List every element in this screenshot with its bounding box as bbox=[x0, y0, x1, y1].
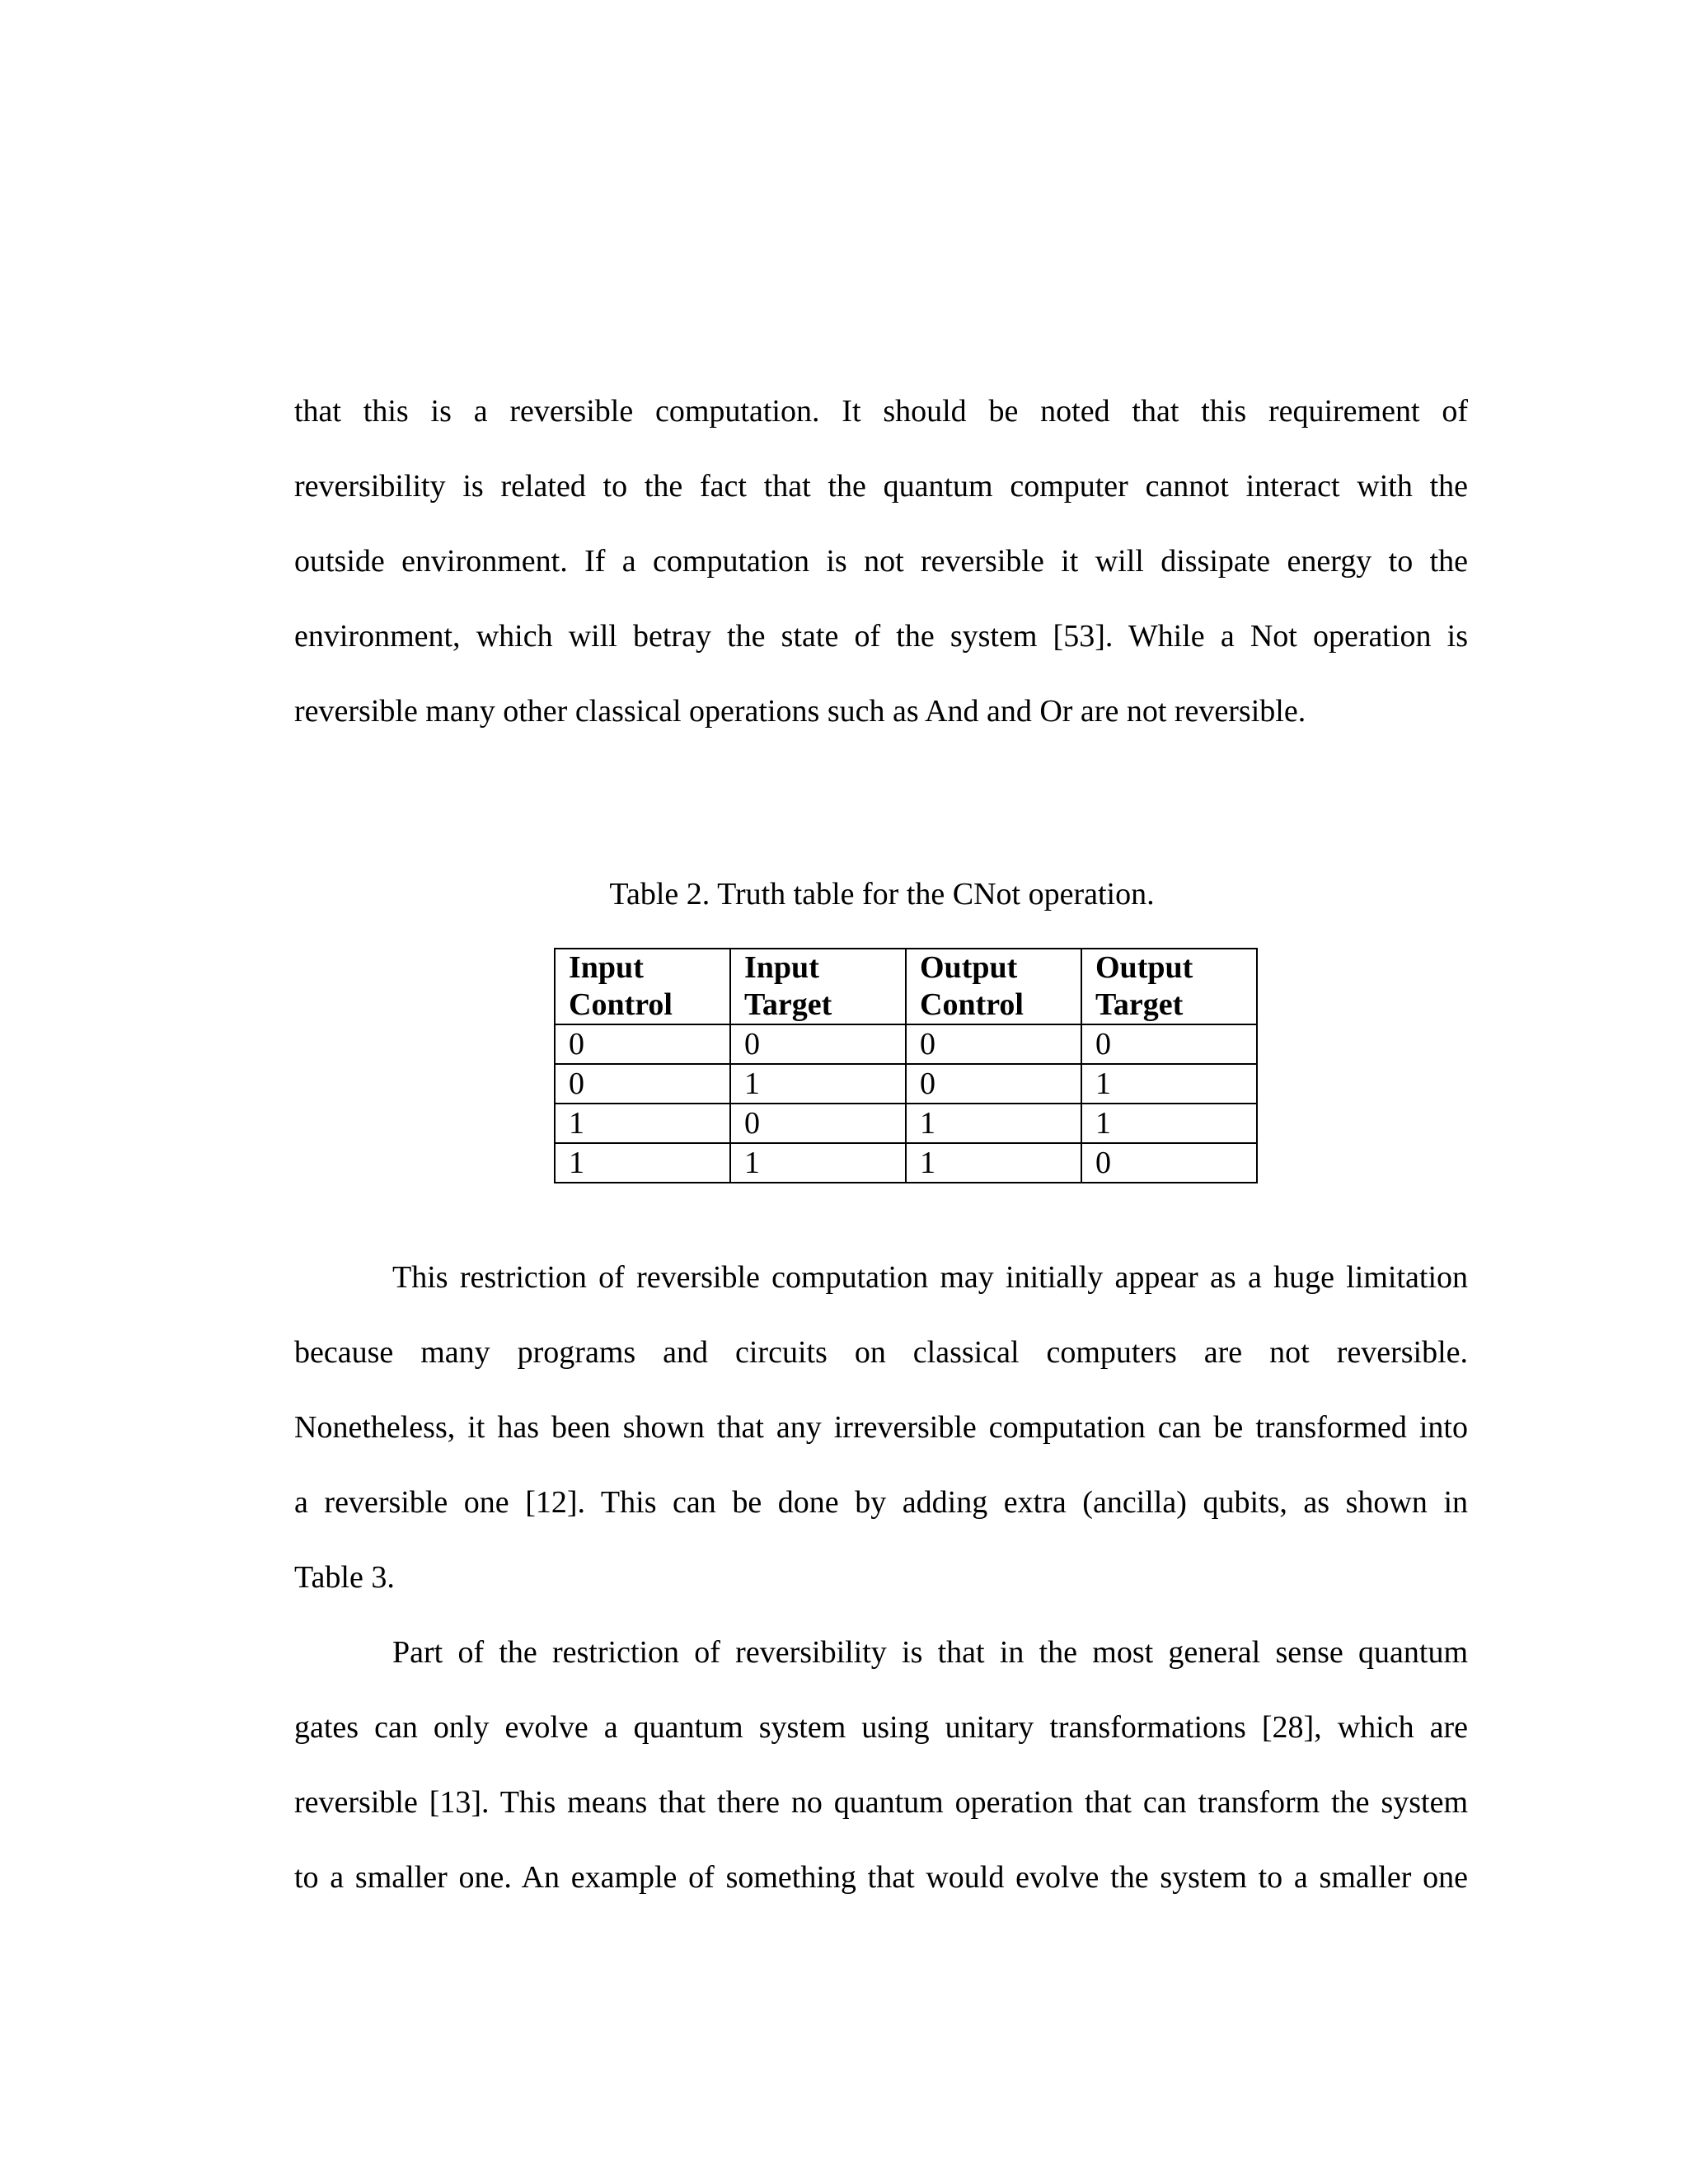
header-line: Target bbox=[744, 987, 832, 1022]
text-line: reversibility is related to the fact that the quantum computer cannot interact with the bbox=[294, 469, 1468, 504]
text-line: Part of the restriction of reversibility is that in the most general sense quantum bbox=[392, 1635, 1468, 1670]
table-row bbox=[555, 1064, 1257, 1104]
truth-table bbox=[554, 948, 1258, 1183]
table-caption: Table 2. Truth table for the CNot operation. bbox=[609, 877, 1155, 912]
text-line: reversible [13]. This means that there no quantum operation that can transform the system bbox=[294, 1785, 1468, 1820]
text-line: outside environment. If a computation is not reversible it will dissipate energy to the bbox=[294, 544, 1468, 579]
table-cell: 1 bbox=[906, 1143, 1081, 1183]
table-row bbox=[555, 1104, 1257, 1143]
table-cell: 1 bbox=[730, 1064, 906, 1104]
table-cell: 0 bbox=[730, 1104, 906, 1143]
header-line: Control bbox=[920, 987, 1024, 1022]
text-line: environment, which will betray the state of the system [53]. While a Not operation is bbox=[294, 619, 1468, 654]
table-cell: 0 bbox=[555, 1064, 730, 1104]
table-row bbox=[555, 1024, 1257, 1064]
text-line: that this is a reversible computation. It should be noted that this requirement of bbox=[294, 394, 1468, 429]
table-cell: 0 bbox=[906, 1024, 1081, 1064]
header-input-control bbox=[555, 949, 730, 1024]
table-header-row bbox=[555, 949, 1257, 1024]
text-line: Nonetheless, it has been shown that any irreversible computation can be transformed into bbox=[294, 1410, 1468, 1445]
table-cell: 1 bbox=[730, 1143, 906, 1183]
table-cell: 1 bbox=[1081, 1104, 1257, 1143]
header-line: Output bbox=[920, 950, 1018, 985]
text-line: a reversible one [12]. This can be done by adding extra (ancilla) qubits, as shown in bbox=[294, 1485, 1468, 1520]
header-line: Control bbox=[569, 987, 673, 1022]
table-cell: 0 bbox=[906, 1064, 1081, 1104]
header-output-control bbox=[906, 949, 1081, 1024]
table-cell: 1 bbox=[555, 1143, 730, 1183]
table-cell: 0 bbox=[1081, 1143, 1257, 1183]
text-line: This restriction of reversible computation may initially appear as a huge limitation bbox=[392, 1260, 1468, 1295]
table-cell: 0 bbox=[555, 1024, 730, 1064]
header-line: Output bbox=[1095, 950, 1193, 985]
table-cell: 1 bbox=[555, 1104, 730, 1143]
table-cell: 0 bbox=[730, 1024, 906, 1064]
table-row bbox=[555, 1143, 1257, 1183]
header-line: Input bbox=[744, 950, 819, 985]
text-line: reversible many other classical operations such as And and Or are not reversible. bbox=[294, 694, 1306, 729]
text-line: because many programs and circuits on classical computers are not reversible. bbox=[294, 1335, 1468, 1370]
text-line: to a smaller one. An example of something that would evolve the system to a smaller one bbox=[294, 1860, 1468, 1895]
text-line: Table 3. bbox=[294, 1560, 395, 1595]
table-cell: 1 bbox=[906, 1104, 1081, 1143]
text-line: gates can only evolve a quantum system using unitary transformations [28], which are bbox=[294, 1710, 1468, 1745]
table-cell: 1 bbox=[1081, 1064, 1257, 1104]
table-cell: 0 bbox=[1081, 1024, 1257, 1064]
header-input-target bbox=[730, 949, 906, 1024]
header-line: Target bbox=[1095, 987, 1184, 1022]
header-line: Input bbox=[569, 950, 644, 985]
header-output-target bbox=[1081, 949, 1257, 1024]
